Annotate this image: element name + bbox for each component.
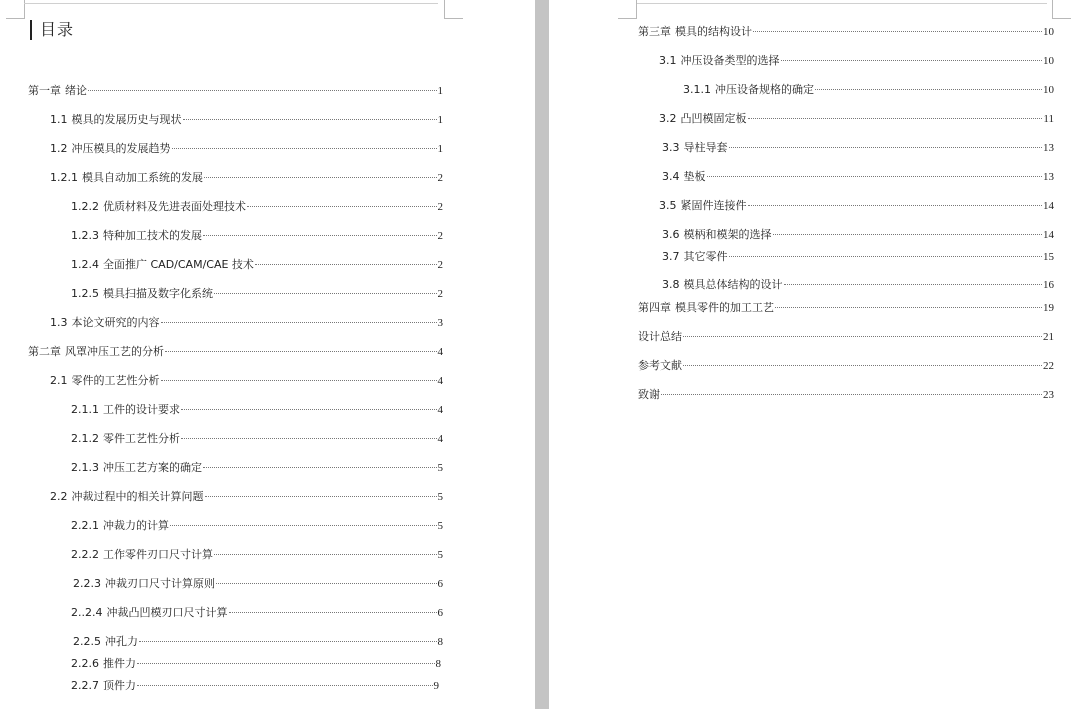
toc-entry[interactable] (71, 679, 439, 693)
toc-title: 目录 (30, 20, 74, 40)
toc-entry-text: 模具的发展历史与现状 (71, 113, 182, 126)
dot-leader (247, 206, 437, 207)
dot-leader (183, 119, 437, 120)
toc-entry[interactable] (71, 606, 443, 620)
dot-leader (773, 234, 1043, 235)
toc-entry-text: 零件的工艺性分析 (71, 374, 160, 387)
toc-entry-page-number: 22 (1043, 360, 1054, 372)
toc-entry-number: 2.2.5 (73, 635, 101, 648)
page-corner-mark (1052, 0, 1071, 19)
toc-entry[interactable] (71, 432, 443, 446)
toc-entry-page-number: 14 (1043, 200, 1054, 212)
toc-entry-page-number: 3 (437, 317, 443, 329)
toc-entry-text: 冲裁刃口尺寸计算原则 (105, 577, 215, 590)
toc-entry-text: 冲压设备类型的选择 (680, 54, 780, 67)
toc-entry[interactable] (662, 250, 1054, 264)
toc-entry-number: 2.1.3 (71, 461, 99, 474)
dot-leader (181, 438, 437, 439)
dot-leader (161, 380, 437, 381)
toc-entry-page-number: 10 (1043, 84, 1054, 96)
toc-entry[interactable] (50, 113, 443, 127)
toc-entry-number: 3.1 (659, 54, 677, 67)
toc-entry-page-number: 6 (437, 607, 443, 619)
dot-leader (216, 583, 437, 584)
toc-entry-number: 第三章 (638, 25, 671, 38)
toc-entry-page-number: 23 (1043, 389, 1054, 401)
toc-entry-text: 导柱导套 (683, 141, 728, 154)
toc-entry[interactable] (659, 54, 1054, 68)
toc-entry-text: 模具零件的加工工艺 (675, 301, 774, 314)
dot-leader (661, 394, 1042, 395)
toc-entry-number: 3.8 (662, 278, 680, 291)
toc-entry-number: 1.2.2 (71, 200, 99, 213)
dot-leader (775, 307, 1042, 308)
toc-entry[interactable] (659, 199, 1054, 213)
toc-entry-text: 紧固件连接件 (680, 199, 747, 212)
toc-entry-text: 设计总结 (638, 330, 682, 343)
toc-entry-number: 2.2.3 (73, 577, 101, 590)
toc-entry[interactable] (662, 278, 1054, 292)
toc-entry-number: 3.7 (662, 250, 680, 263)
toc-entry-text: 工作零件刃口尺寸计算 (103, 548, 213, 561)
toc-entry[interactable] (662, 170, 1054, 184)
dot-leader (203, 467, 437, 468)
toc-entry-text: 模柄和模架的选择 (683, 228, 772, 241)
toc-entry[interactable] (638, 25, 1054, 39)
toc-entry-text: 冲裁力的计算 (103, 519, 169, 532)
toc-entry-number: 3.1.1 (683, 83, 711, 96)
page-corner-mark (444, 0, 463, 19)
dot-leader (748, 118, 1043, 119)
dot-leader (170, 525, 437, 526)
toc-entry-page-number: 2 (437, 172, 443, 184)
toc-entry-page-number: 14 (1043, 229, 1054, 241)
document-page-left (0, 0, 535, 709)
toc-entry-text: 垫板 (683, 170, 706, 183)
toc-entry-number: 1.3 (50, 316, 68, 329)
toc-entry-number: 第四章 (638, 301, 671, 314)
toc-entry-page-number: 5 (437, 491, 443, 503)
toc-entry-number: 3.6 (662, 228, 680, 241)
toc-entry-number: 1.2 (50, 142, 68, 155)
toc-entry-text: 本论文研究的内容 (71, 316, 160, 329)
dot-leader (165, 351, 437, 352)
dot-leader (729, 147, 1043, 148)
toc-entry-page-number: 8 (437, 636, 443, 648)
toc-entry-page-number: 13 (1043, 171, 1054, 183)
toc-entry[interactable] (28, 84, 443, 98)
toc-entry[interactable] (659, 112, 1054, 126)
toc-entry-text: 模具的结构设计 (675, 25, 752, 38)
toc-entry[interactable] (73, 577, 443, 591)
page-gap (535, 0, 549, 709)
toc-entry[interactable] (50, 171, 443, 185)
toc-entry-text: 冲孔力 (105, 635, 138, 648)
toc-entry[interactable] (50, 374, 443, 388)
dot-leader (748, 205, 1043, 206)
toc-entry-text: 风罩冲压工艺的分析 (65, 345, 164, 358)
toc-entry-number: 1.2.5 (71, 287, 99, 300)
toc-entry-text: 冲压工艺方案的确定 (103, 461, 202, 474)
toc-entry[interactable] (683, 83, 1054, 97)
toc-entry-page-number: 4 (437, 404, 443, 416)
toc-entry-text: 凸凹模固定板 (680, 112, 747, 125)
toc-entry-page-number: 4 (437, 346, 443, 358)
toc-entry-text: 推件力 (103, 657, 136, 670)
page-top-edge (637, 3, 1047, 4)
toc-entry-text: 其它零件 (683, 250, 728, 263)
toc-entry-page-number: 4 (437, 375, 443, 387)
toc-entry-text: 优质材料及先进表面处理技术 (103, 200, 246, 213)
toc-entry[interactable] (71, 287, 443, 301)
toc-entry-number: 2.1 (50, 374, 68, 387)
dot-leader (137, 685, 433, 686)
dot-leader (204, 177, 437, 178)
toc-entry-number: 2..2.4 (71, 606, 103, 619)
dot-leader (781, 60, 1043, 61)
toc-entry-page-number: 9 (433, 680, 439, 692)
toc-entry[interactable] (71, 200, 443, 214)
dot-leader (203, 235, 437, 236)
toc-entry-text: 冲压模具的发展趋势 (71, 142, 171, 155)
toc-entry-page-number: 5 (437, 520, 443, 532)
toc-entry-text: 参考文献 (638, 359, 682, 372)
toc-entry-page-number: 6 (437, 578, 443, 590)
dot-leader (753, 31, 1042, 32)
page-corner-mark (6, 0, 25, 19)
toc-entry-number: 1.2.4 (71, 258, 99, 271)
dot-leader (729, 256, 1043, 257)
toc-entry-text: 绪论 (65, 84, 87, 97)
toc-entry[interactable] (50, 490, 443, 504)
dot-leader (139, 641, 437, 642)
toc-entry[interactable] (662, 228, 1054, 242)
dot-leader (88, 90, 437, 91)
toc-entry[interactable] (71, 461, 443, 475)
dot-leader (214, 293, 437, 294)
dot-leader (172, 148, 437, 149)
dot-leader (181, 409, 437, 410)
toc-entry[interactable] (71, 403, 443, 417)
toc-entry-page-number: 4 (437, 433, 443, 445)
dot-leader (255, 264, 437, 265)
toc-entry-number: 3.5 (659, 199, 677, 212)
toc-entry-number: 2.1.1 (71, 403, 99, 416)
toc-entry-number: 2.2.7 (71, 679, 99, 692)
toc-entry[interactable] (638, 388, 1054, 402)
toc-entry[interactable] (662, 141, 1054, 155)
toc-entry[interactable] (71, 657, 441, 671)
toc-entry-number: 2.2 (50, 490, 68, 503)
toc-entry-number: 第一章 (28, 84, 61, 97)
dot-leader (161, 322, 437, 323)
toc-entry-text: 模具总体结构的设计 (683, 278, 783, 291)
toc-entry[interactable] (71, 258, 443, 272)
dot-leader (137, 663, 435, 664)
toc-entry[interactable] (638, 330, 1054, 344)
document-page-right (549, 0, 1076, 709)
toc-entry[interactable] (638, 359, 1054, 373)
toc-entry[interactable] (28, 345, 443, 359)
toc-entry-page-number: 1 (437, 114, 443, 126)
toc-entry-page-number: 19 (1043, 302, 1054, 314)
toc-entry-number: 3.2 (659, 112, 677, 125)
toc-entry-page-number: 8 (435, 658, 441, 670)
toc-entry-page-number: 1 (437, 85, 443, 97)
toc-entry-number: 1.2.3 (71, 229, 99, 242)
toc-entry-text: 全面推广 CAD/CAM/CAE 技术 (103, 258, 254, 271)
toc-entry-page-number: 10 (1043, 55, 1054, 67)
toc-entry[interactable] (71, 519, 443, 533)
toc-entry-text: 顶件力 (103, 679, 136, 692)
toc-entry[interactable] (50, 142, 443, 156)
toc-entry-text: 工件的设计要求 (103, 403, 180, 416)
toc-entry-text: 模具自动加工系统的发展 (82, 171, 203, 184)
toc-entry-number: 2.2.6 (71, 657, 99, 670)
toc-entry-number: 3.4 (662, 170, 680, 183)
toc-entry-text: 模具扫描及数字化系统 (103, 287, 213, 300)
toc-entry-page-number: 11 (1043, 113, 1054, 125)
page-corner-mark (618, 0, 637, 19)
toc-entry-page-number: 1 (437, 143, 443, 155)
dot-leader (683, 336, 1042, 337)
dot-leader (214, 554, 437, 555)
toc-entry-page-number: 21 (1043, 331, 1054, 343)
toc-entry-number: 第二章 (28, 345, 61, 358)
toc-entry[interactable] (73, 635, 443, 649)
toc-entry-number: 1.2.1 (50, 171, 78, 184)
dot-leader (229, 612, 437, 613)
toc-entry-page-number: 13 (1043, 142, 1054, 154)
toc-entry-text: 冲裁凸凹模刃口尺寸计算 (106, 606, 228, 619)
toc-entry-number: 2.1.2 (71, 432, 99, 445)
toc-entry-text: 致谢 (638, 388, 660, 401)
toc-entry-page-number: 16 (1043, 279, 1054, 291)
toc-entry-number: 2.2.2 (71, 548, 99, 561)
dot-leader (707, 176, 1043, 177)
toc-entry-page-number: 15 (1043, 251, 1054, 263)
toc-entry[interactable] (50, 316, 443, 330)
toc-entry-text: 零件工艺性分析 (103, 432, 180, 445)
toc-entry[interactable] (638, 301, 1054, 315)
toc-entry-text: 特种加工技术的发展 (103, 229, 202, 242)
dot-leader (815, 89, 1042, 90)
toc-entry-number: 2.2.1 (71, 519, 99, 532)
page-top-edge (24, 3, 438, 4)
toc-entry-page-number: 5 (437, 462, 443, 474)
toc-entry-page-number: 10 (1043, 26, 1054, 38)
toc-entry-number: 3.3 (662, 141, 680, 154)
toc-entry-page-number: 2 (437, 259, 443, 271)
toc-entry-text: 冲压设备规格的确定 (715, 83, 814, 96)
toc-entry-text: 冲裁过程中的相关计算问题 (71, 490, 204, 503)
toc-entry-page-number: 2 (437, 230, 443, 242)
dot-leader (683, 365, 1042, 366)
dot-leader (784, 284, 1043, 285)
dot-leader (205, 496, 437, 497)
toc-entry-page-number: 5 (437, 549, 443, 561)
toc-entry-page-number: 2 (437, 288, 443, 300)
toc-entry[interactable] (71, 548, 443, 562)
toc-entry-number: 1.1 (50, 113, 68, 126)
toc-entry[interactable] (71, 229, 443, 243)
toc-entry-page-number: 2 (437, 201, 443, 213)
